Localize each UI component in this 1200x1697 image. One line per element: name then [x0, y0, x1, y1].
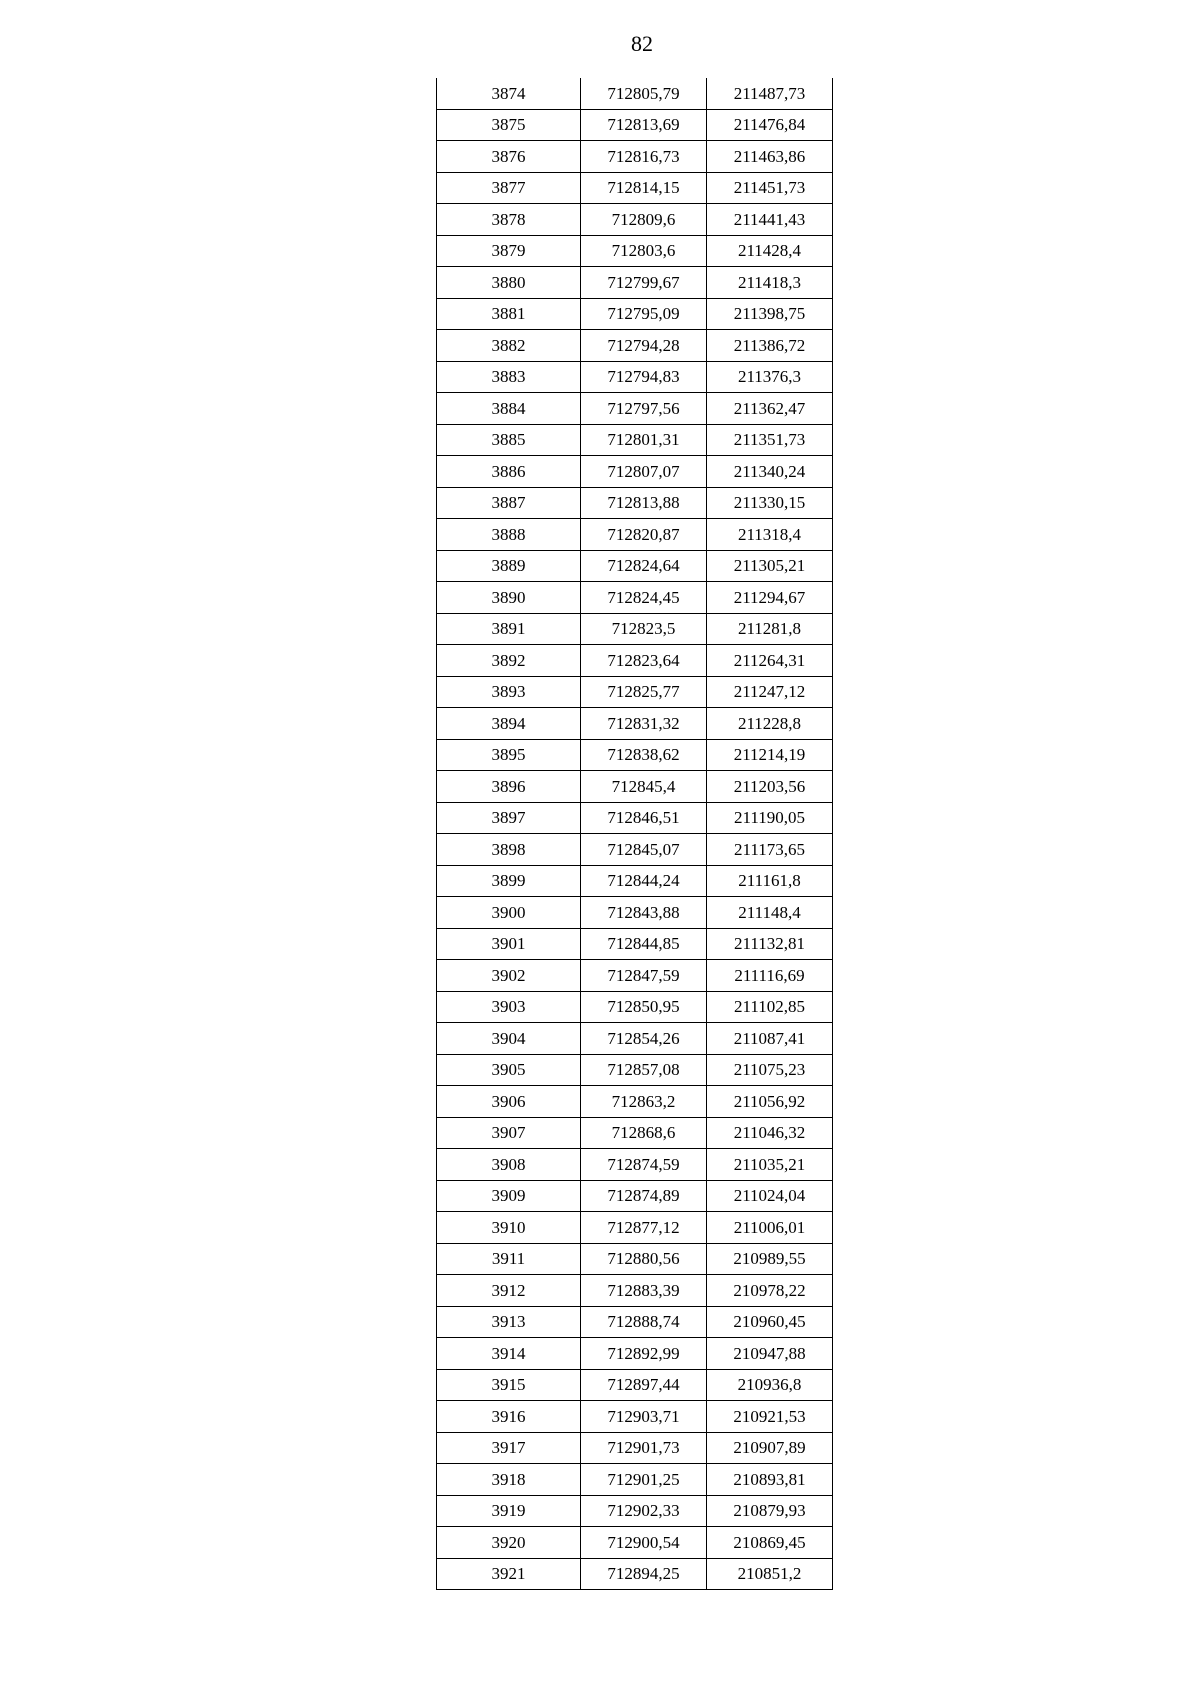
- coordinates-table: [436, 78, 833, 1590]
- x-coordinate-cell: 712825,77: [581, 676, 707, 708]
- y-coordinate-cell: 211281,8: [707, 613, 833, 645]
- x-coordinate-cell: 712795,09: [581, 298, 707, 330]
- x-coordinate-cell: 712850,95: [581, 991, 707, 1023]
- x-coordinate-cell: 712901,73: [581, 1432, 707, 1464]
- y-coordinate-cell: 211428,4: [707, 235, 833, 267]
- point-number-cell: 3910: [437, 1212, 581, 1244]
- point-number-cell: 3894: [437, 708, 581, 740]
- y-coordinate-cell: 211075,23: [707, 1054, 833, 1086]
- point-number-cell: 3917: [437, 1432, 581, 1464]
- point-number-cell: 3900: [437, 897, 581, 929]
- x-coordinate-cell: 712901,25: [581, 1464, 707, 1496]
- table-row: [437, 928, 833, 960]
- point-number-cell: 3914: [437, 1338, 581, 1370]
- y-coordinate-cell: 210989,55: [707, 1243, 833, 1275]
- y-coordinate-cell: 211386,72: [707, 330, 833, 362]
- table-row: [437, 424, 833, 456]
- table-row: [437, 1275, 833, 1307]
- table-row: [437, 361, 833, 393]
- table-row: [437, 897, 833, 929]
- y-coordinate-cell: 211087,41: [707, 1023, 833, 1055]
- x-coordinate-cell: 712900,54: [581, 1527, 707, 1559]
- y-coordinate-cell: 211247,12: [707, 676, 833, 708]
- table-row: [437, 739, 833, 771]
- point-number-cell: 3879: [437, 235, 581, 267]
- point-number-cell: 3916: [437, 1401, 581, 1433]
- table-row: [437, 141, 833, 173]
- point-number-cell: 3913: [437, 1306, 581, 1338]
- point-number-cell: 3890: [437, 582, 581, 614]
- y-coordinate-cell: 211228,8: [707, 708, 833, 740]
- table-row: [437, 298, 833, 330]
- point-number-cell: 3876: [437, 141, 581, 173]
- table-row: [437, 645, 833, 677]
- table-row: [437, 109, 833, 141]
- point-number-cell: 3893: [437, 676, 581, 708]
- point-number-cell: 3892: [437, 645, 581, 677]
- table-row: [437, 991, 833, 1023]
- table-row: [437, 1023, 833, 1055]
- y-coordinate-cell: 211351,73: [707, 424, 833, 456]
- y-coordinate-cell: 211441,43: [707, 204, 833, 236]
- y-coordinate-cell: 211190,05: [707, 802, 833, 834]
- y-coordinate-cell: 210907,89: [707, 1432, 833, 1464]
- y-coordinate-cell: 211214,19: [707, 739, 833, 771]
- table-row: [437, 1558, 833, 1590]
- y-coordinate-cell: 211318,4: [707, 519, 833, 551]
- point-number-cell: 3908: [437, 1149, 581, 1181]
- y-coordinate-cell: 211148,4: [707, 897, 833, 929]
- y-coordinate-cell: 211487,73: [707, 78, 833, 109]
- x-coordinate-cell: 712854,26: [581, 1023, 707, 1055]
- point-number-cell: 3919: [437, 1495, 581, 1527]
- x-coordinate-cell: 712813,88: [581, 487, 707, 519]
- point-number-cell: 3905: [437, 1054, 581, 1086]
- x-coordinate-cell: 712892,99: [581, 1338, 707, 1370]
- point-number-cell: 3899: [437, 865, 581, 897]
- x-coordinate-cell: 712797,56: [581, 393, 707, 425]
- point-number-cell: 3909: [437, 1180, 581, 1212]
- table-row: [437, 1212, 833, 1244]
- y-coordinate-cell: 210936,8: [707, 1369, 833, 1401]
- point-number-cell: 3881: [437, 298, 581, 330]
- y-coordinate-cell: 211418,3: [707, 267, 833, 299]
- x-coordinate-cell: 712857,08: [581, 1054, 707, 1086]
- y-coordinate-cell: 211203,56: [707, 771, 833, 803]
- table-row: [437, 267, 833, 299]
- table-row: [437, 960, 833, 992]
- y-coordinate-cell: 211340,24: [707, 456, 833, 488]
- table-row: [437, 1338, 833, 1370]
- x-coordinate-cell: 712814,15: [581, 172, 707, 204]
- table-row: [437, 235, 833, 267]
- table-row: [437, 487, 833, 519]
- point-number-cell: 3921: [437, 1558, 581, 1590]
- point-number-cell: 3875: [437, 109, 581, 141]
- table-row: [437, 1495, 833, 1527]
- x-coordinate-cell: 712816,73: [581, 141, 707, 173]
- point-number-cell: 3906: [437, 1086, 581, 1118]
- x-coordinate-cell: 712813,69: [581, 109, 707, 141]
- y-coordinate-cell: 211264,31: [707, 645, 833, 677]
- y-coordinate-cell: 210960,45: [707, 1306, 833, 1338]
- x-coordinate-cell: 712874,59: [581, 1149, 707, 1181]
- point-number-cell: 3915: [437, 1369, 581, 1401]
- x-coordinate-cell: 712823,64: [581, 645, 707, 677]
- table-row: [437, 1117, 833, 1149]
- table-row: [437, 1149, 833, 1181]
- x-coordinate-cell: 712794,28: [581, 330, 707, 362]
- y-coordinate-cell: 211451,73: [707, 172, 833, 204]
- x-coordinate-cell: 712874,89: [581, 1180, 707, 1212]
- y-coordinate-cell: 211056,92: [707, 1086, 833, 1118]
- x-coordinate-cell: 712803,6: [581, 235, 707, 267]
- point-number-cell: 3891: [437, 613, 581, 645]
- y-coordinate-cell: 211046,32: [707, 1117, 833, 1149]
- x-coordinate-cell: 712820,87: [581, 519, 707, 551]
- table-row: [437, 1432, 833, 1464]
- y-coordinate-cell: 211376,3: [707, 361, 833, 393]
- y-coordinate-cell: 210879,93: [707, 1495, 833, 1527]
- y-coordinate-cell: 210893,81: [707, 1464, 833, 1496]
- point-number-cell: 3886: [437, 456, 581, 488]
- x-coordinate-cell: 712846,51: [581, 802, 707, 834]
- y-coordinate-cell: 211161,8: [707, 865, 833, 897]
- x-coordinate-cell: 712902,33: [581, 1495, 707, 1527]
- x-coordinate-cell: 712844,24: [581, 865, 707, 897]
- table-row: [437, 613, 833, 645]
- x-coordinate-cell: 712805,79: [581, 78, 707, 109]
- x-coordinate-cell: 712877,12: [581, 1212, 707, 1244]
- table-row: [437, 1369, 833, 1401]
- table-row: [437, 1306, 833, 1338]
- y-coordinate-cell: 211102,85: [707, 991, 833, 1023]
- point-number-cell: 3897: [437, 802, 581, 834]
- y-coordinate-cell: 211006,01: [707, 1212, 833, 1244]
- table-row: [437, 1086, 833, 1118]
- table-row: [437, 393, 833, 425]
- point-number-cell: 3887: [437, 487, 581, 519]
- table-row: [437, 78, 833, 109]
- x-coordinate-cell: 712845,4: [581, 771, 707, 803]
- point-number-cell: 3920: [437, 1527, 581, 1559]
- x-coordinate-cell: 712801,31: [581, 424, 707, 456]
- x-coordinate-cell: 712824,64: [581, 550, 707, 582]
- point-number-cell: 3888: [437, 519, 581, 551]
- y-coordinate-cell: 211362,47: [707, 393, 833, 425]
- point-number-cell: 3895: [437, 739, 581, 771]
- point-number-cell: 3883: [437, 361, 581, 393]
- table-row: [437, 676, 833, 708]
- point-number-cell: 3896: [437, 771, 581, 803]
- x-coordinate-cell: 712888,74: [581, 1306, 707, 1338]
- y-coordinate-cell: 210869,45: [707, 1527, 833, 1559]
- point-number-cell: 3878: [437, 204, 581, 236]
- point-number-cell: 3877: [437, 172, 581, 204]
- y-coordinate-cell: 211116,69: [707, 960, 833, 992]
- point-number-cell: 3902: [437, 960, 581, 992]
- x-coordinate-cell: 712903,71: [581, 1401, 707, 1433]
- point-number-cell: 3901: [437, 928, 581, 960]
- y-coordinate-cell: 210921,53: [707, 1401, 833, 1433]
- table-row: [437, 771, 833, 803]
- point-number-cell: 3911: [437, 1243, 581, 1275]
- y-coordinate-cell: 210947,88: [707, 1338, 833, 1370]
- table-row: [437, 834, 833, 866]
- y-coordinate-cell: 211398,75: [707, 298, 833, 330]
- y-coordinate-cell: 211305,21: [707, 550, 833, 582]
- x-coordinate-cell: 712843,88: [581, 897, 707, 929]
- point-number-cell: 3884: [437, 393, 581, 425]
- x-coordinate-cell: 712809,6: [581, 204, 707, 236]
- x-coordinate-cell: 712794,83: [581, 361, 707, 393]
- table-row: [437, 582, 833, 614]
- table-row: [437, 550, 833, 582]
- y-coordinate-cell: 210851,2: [707, 1558, 833, 1590]
- x-coordinate-cell: 712847,59: [581, 960, 707, 992]
- point-number-cell: 3912: [437, 1275, 581, 1307]
- table-row: [437, 330, 833, 362]
- x-coordinate-cell: 712894,25: [581, 1558, 707, 1590]
- y-coordinate-cell: 211173,65: [707, 834, 833, 866]
- table-row: [437, 1401, 833, 1433]
- table-row: [437, 865, 833, 897]
- x-coordinate-cell: 712838,62: [581, 739, 707, 771]
- y-coordinate-cell: 211035,21: [707, 1149, 833, 1181]
- y-coordinate-cell: 211330,15: [707, 487, 833, 519]
- x-coordinate-cell: 712868,6: [581, 1117, 707, 1149]
- point-number-cell: 3882: [437, 330, 581, 362]
- table-row: [437, 1054, 833, 1086]
- point-number-cell: 3874: [437, 78, 581, 109]
- x-coordinate-cell: 712799,67: [581, 267, 707, 299]
- y-coordinate-cell: 211024,04: [707, 1180, 833, 1212]
- y-coordinate-cell: 211294,67: [707, 582, 833, 614]
- coordinates-table-body: [437, 78, 833, 1590]
- point-number-cell: 3903: [437, 991, 581, 1023]
- point-number-cell: 3880: [437, 267, 581, 299]
- table-row: [437, 204, 833, 236]
- point-number-cell: 3889: [437, 550, 581, 582]
- x-coordinate-cell: 712831,32: [581, 708, 707, 740]
- x-coordinate-cell: 712897,44: [581, 1369, 707, 1401]
- x-coordinate-cell: 712823,5: [581, 613, 707, 645]
- table-row: [437, 519, 833, 551]
- table-row: [437, 172, 833, 204]
- page-number: 82: [631, 31, 653, 56]
- y-coordinate-cell: 211463,86: [707, 141, 833, 173]
- y-coordinate-cell: 211476,84: [707, 109, 833, 141]
- y-coordinate-cell: 211132,81: [707, 928, 833, 960]
- x-coordinate-cell: 712880,56: [581, 1243, 707, 1275]
- point-number-cell: 3918: [437, 1464, 581, 1496]
- y-coordinate-cell: 210978,22: [707, 1275, 833, 1307]
- table-row: [437, 1464, 833, 1496]
- table-row: [437, 802, 833, 834]
- x-coordinate-cell: 712863,2: [581, 1086, 707, 1118]
- table-row: [437, 1243, 833, 1275]
- point-number-cell: 3898: [437, 834, 581, 866]
- x-coordinate-cell: 712845,07: [581, 834, 707, 866]
- point-number-cell: 3907: [437, 1117, 581, 1149]
- x-coordinate-cell: 712844,85: [581, 928, 707, 960]
- point-number-cell: 3904: [437, 1023, 581, 1055]
- x-coordinate-cell: 712824,45: [581, 582, 707, 614]
- table-row: [437, 1180, 833, 1212]
- x-coordinate-cell: 712883,39: [581, 1275, 707, 1307]
- point-number-cell: 3885: [437, 424, 581, 456]
- table-row: [437, 708, 833, 740]
- x-coordinate-cell: 712807,07: [581, 456, 707, 488]
- table-row: [437, 1527, 833, 1559]
- table-row: [437, 456, 833, 488]
